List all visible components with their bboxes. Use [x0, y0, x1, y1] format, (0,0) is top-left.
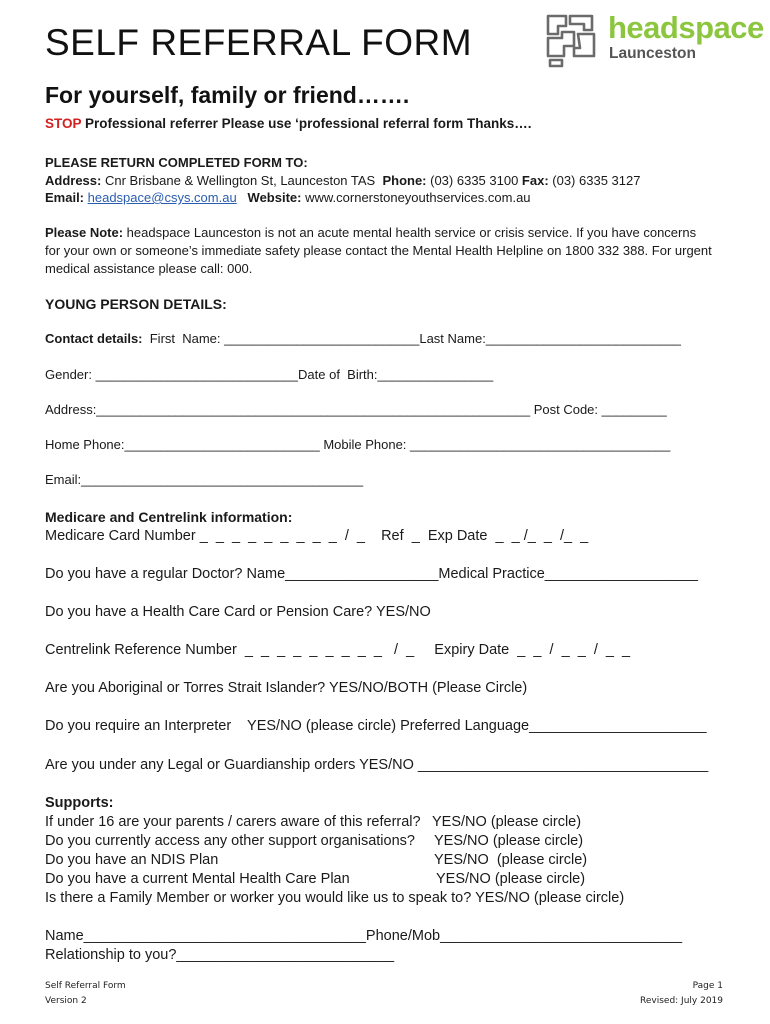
aboriginal-question[interactable]: Are you Aboriginal or Torres Strait Islander? YES/NO/BOTH (Please Circle) — [45, 680, 528, 696]
subtitle: For yourself, family or friend……. — [45, 82, 410, 108]
family-member-question[interactable]: Is there a Family Member or worker you would like us to speak to? YES/NO (please circle) — [45, 890, 625, 906]
footer-revised-date: Revised: July 2019 — [640, 996, 723, 1006]
email-link[interactable]: headspace@csys.com.au — [87, 190, 237, 205]
logo-location: Launceston — [609, 45, 696, 62]
fax-value: (03) 6335 3127 — [548, 173, 641, 188]
stop-notice — [45, 116, 531, 131]
support-answer[interactable]: YES/NO (please circle) — [434, 852, 588, 868]
address-value: Cnr Brisbane & Wellington St, Launceston TAS — [101, 173, 383, 188]
medicare-card-field[interactable]: Medicare Card Number _ _ _ _ _ _ _ _ _ / _ Ref _ Exp Date _ _ /_ _ /_ _ — [45, 528, 589, 544]
contact-name-field[interactable]: Name___________________________________Phone/Mob______________________________ — [45, 928, 683, 944]
legal-question[interactable]: Are you under any Legal or Guardianship orders YES/NO ____________________________________ — [45, 757, 709, 773]
email-label: Email: — [45, 190, 85, 205]
footer-form-name: Self Referral Form — [45, 981, 126, 991]
note-line-1 — [45, 225, 696, 240]
address-field[interactable]: Address:____________________________________________________________ Post Code: _________ — [45, 402, 667, 417]
stop-word: STOP — [45, 116, 82, 131]
address-label: Address: — [45, 173, 102, 188]
support-answer[interactable]: YES/NO (please circle) — [434, 833, 584, 849]
support-answer[interactable]: YES/NO (please circle) — [436, 871, 586, 887]
phone-field[interactable]: Home Phone:___________________________ Mobile Phone: ____________________________________ — [45, 437, 671, 452]
supports-heading: Supports: — [45, 795, 114, 811]
support-question: Do you currently access any other support organisations? — [45, 833, 415, 849]
note-label: Please Note: — [45, 225, 124, 240]
contact-label: Contact details: — [45, 331, 143, 346]
support-answer[interactable]: YES/NO (please circle) — [432, 814, 582, 830]
note-line-2: for your own or someone’s immediate safety please contact the Mental Health Helpline on 1800 332 388. For urgent — [45, 243, 712, 258]
medicare-heading: Medicare and Centrelink information: — [45, 509, 293, 525]
support-question: Do you have a current Mental Health Care Plan — [45, 871, 350, 887]
support-question: If under 16 are your parents / carers aware of this referral? — [45, 814, 421, 830]
stop-text: Professional referrer Please use ‘professional referral form Thanks…. — [81, 116, 532, 131]
contact-details-field[interactable] — [45, 331, 681, 346]
website-label: Website: — [247, 190, 302, 205]
note-text-1: headspace Launceston is not an acute mental health service or crisis service. If you have concerns — [123, 225, 697, 240]
website-value: www.cornerstoneyouthservices.com.au — [301, 190, 531, 205]
centrelink-field[interactable]: Centrelink Reference Number _ _ _ _ _ _ _ _ _ / _ Expiry Date _ _ / _ _ / _ _ — [45, 642, 631, 658]
footer-version: Version 2 — [45, 996, 87, 1006]
contact-line: First Name: ___________________________Last Name:___________________________ — [142, 331, 682, 346]
relationship-field[interactable]: Relationship to you?___________________________ — [45, 947, 395, 963]
email-field[interactable]: Email:_______________________________________ — [45, 472, 364, 487]
interpreter-question[interactable]: Do you require an Interpreter YES/NO (please circle) Preferred Language______________________ — [45, 718, 707, 734]
logo-wordmark: headspace — [608, 10, 764, 45]
phone-value: (03) 6335 3100 — [426, 173, 522, 188]
address-line — [45, 173, 640, 188]
fax-label: Fax: — [521, 173, 549, 188]
return-heading: PLEASE RETURN COMPLETED FORM TO: — [45, 155, 308, 170]
support-question: Do you have an NDIS Plan — [45, 852, 219, 868]
footer-page-number: Page 1 — [692, 981, 723, 991]
young-person-heading: YOUNG PERSON DETAILS: — [45, 296, 227, 312]
phone-label: Phone: — [382, 173, 427, 188]
doctor-field[interactable]: Do you have a regular Doctor? Name___________________Medical Practice___________________ — [45, 566, 698, 582]
gender-dob-field[interactable]: Gender: ____________________________Date of Birth:________________ — [45, 367, 494, 382]
health-card-question[interactable]: Do you have a Health Care Card or Pension Care? YES/NO — [45, 604, 431, 620]
email-website-line — [45, 190, 531, 205]
page-title: SELF REFERRAL FORM — [45, 22, 473, 63]
note-line-3: medical assistance please call: 000. — [45, 261, 253, 276]
